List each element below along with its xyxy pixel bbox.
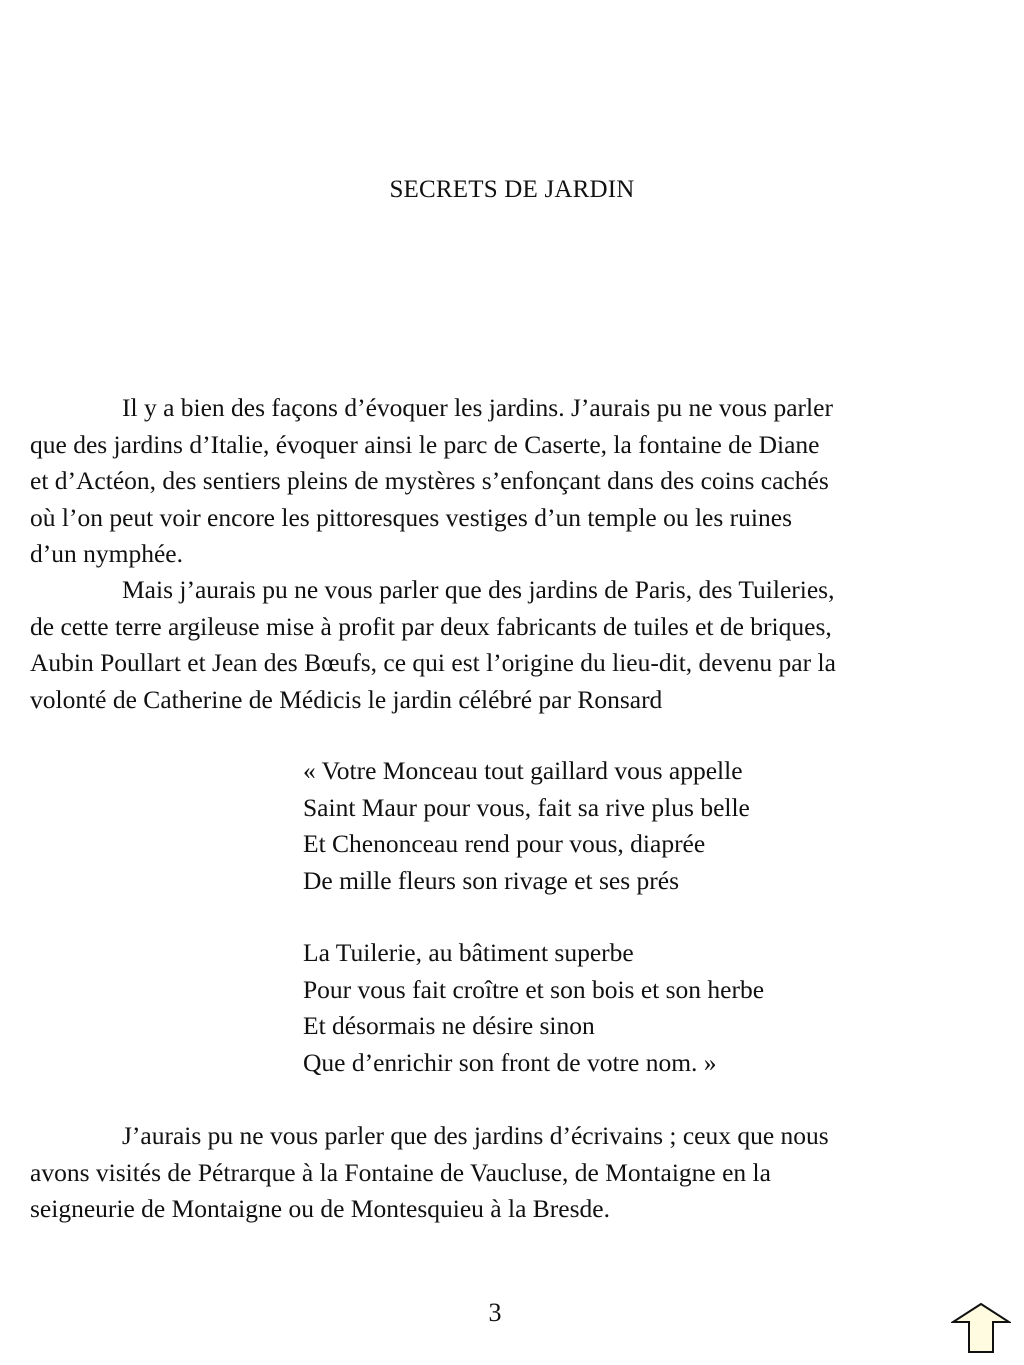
poem-line: Que d’enrichir son front de votre nom. » bbox=[303, 1047, 717, 1077]
paragraph-line: Il y a bien des façons d’évoquer les jardins. J’aurais pu ne vous parler bbox=[122, 393, 833, 422]
paragraph-line: et d’Actéon, des sentiers pleins de mystères s’enfonçant dans des coins cachés bbox=[30, 466, 829, 495]
poem-stanza bbox=[303, 935, 1003, 1081]
up-arrow-button[interactable] bbox=[951, 1302, 1011, 1354]
paragraph-line: avons visités de Pétrarque à la Fontaine de Vaucluse, de Montaigne en la bbox=[30, 1157, 771, 1187]
paragraph-line: volonté de Catherine de Médicis le jardin célébré par Ronsard bbox=[30, 684, 663, 714]
poem-line: Et désormais ne désire sinon bbox=[303, 1011, 595, 1040]
paragraph-line: Mais j’aurais pu ne vous parler que des jardins de Paris, des Tuileries, bbox=[122, 575, 835, 604]
up-arrow-icon bbox=[951, 1302, 1011, 1354]
poem-line: « Votre Monceau tout gaillard vous appelle bbox=[303, 756, 743, 785]
paragraph-line: où l’on peut voir encore les pittoresques vestiges d’un temple ou les ruines bbox=[30, 502, 792, 532]
poem-line: Pour vous fait croître et son bois et son herbe bbox=[303, 974, 765, 1004]
poem-stanza bbox=[303, 753, 1003, 899]
page-title: SECRETS DE JARDIN bbox=[389, 176, 635, 203]
poem-line: La Tuilerie, au bâtiment superbe bbox=[303, 938, 634, 967]
paragraph-paris-gardens bbox=[30, 572, 1005, 718]
poem-line: De mille fleurs son rivage et ses prés bbox=[303, 865, 680, 895]
poem-line: Et Chenonceau rend pour vous, diaprée bbox=[303, 829, 706, 858]
paragraph-line: de cette terre argileuse mise à profit par deux fabricants de tuiles et de briques, bbox=[30, 611, 832, 641]
page-number: 3 bbox=[488, 1298, 502, 1327]
paragraph-line: Aubin Poullart et Jean des Bœufs, ce qui est l’origine du lieu-dit, devenu par la bbox=[30, 648, 836, 677]
paragraph-line: d’un nymphée. bbox=[30, 539, 183, 568]
paragraph-line: J’aurais pu ne vous parler que des jardins d’écrivains ; ceux que nous bbox=[122, 1121, 829, 1150]
paragraph-line: seigneurie de Montaigne ou de Montesquieu à la Bresde. bbox=[30, 1194, 610, 1223]
poem-line: Saint Maur pour vous, fait sa rive plus belle bbox=[303, 792, 750, 822]
paragraph-gardens-intro bbox=[30, 390, 1005, 573]
paragraph-line: que des jardins d’Italie, évoquer ainsi le parc de Caserte, la fontaine de Diane bbox=[30, 429, 820, 459]
paragraph-writers-gardens bbox=[30, 1118, 1005, 1228]
